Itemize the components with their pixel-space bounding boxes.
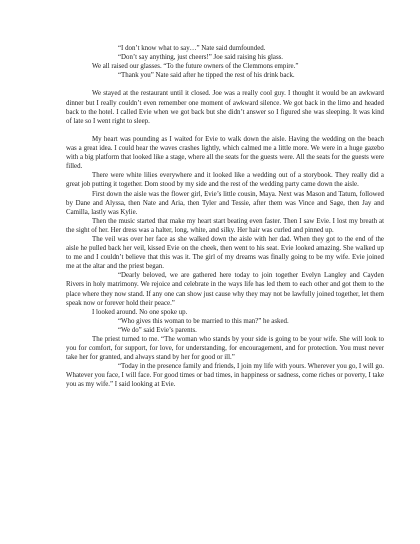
paragraph-7: There were white lilies everywhere and it looked like a wedding out of a storybook. They really did a great job putting it together. Dom stood by my side and the rest of the wedding party came down the aisle. <box>66 172 384 189</box>
paragraph-6: My heart was pounding as I waited for Evie to walk down the aisle. Having the wedding on the beach was a great idea. I could hear the waves crashes lightly, which calmed me a little more. We were in a huge gazebo with a big platform that looked like a stage, where all the seats for the guests were. All the seats for the guests were filled. <box>66 135 384 171</box>
paragraph-5: We stayed at the restaurant until it closed. Joe was a really cool guy. I thought it would be an awkward dinner but I really couldn’t even remember one moment of awkward silence. We got back in the limo and headed back to the hotel. I called Evie when we got back but she didn’t answer so I figured she was sleeping. It was kind of late so I went right to sleep. <box>66 90 384 125</box>
paragraph-3: We all raised our glasses. “To the future owners of the Clemmons empire.” <box>92 63 299 71</box>
paragraph-14: “We do” said Evie’s parents. <box>118 326 197 334</box>
paragraph-8: First down the aisle was the flower girl, Evie’s little cousin, Maya. Next was Mason and Tatum, followed by Dane and Alyssa, then Nate and Aria, then Tyler and Tessie, after them was Vince and Sage, then Jay and Camilla, lastly was Kylie. <box>66 190 384 216</box>
paragraph-12: I looked around. No one spoke up. <box>92 308 188 316</box>
paragraph-2: “Don’t say anything, just cheers!” Joe said raising his glass. <box>118 54 284 62</box>
paragraph-9: Then the music started that make my heart start beating even faster. Then I saw Evie. I lost my breath at the sight of her. Her dress was a halter, long, white, and silky. Her hair was curled and pinned up. <box>66 217 384 234</box>
paragraph-10: The veil was over her face as she walked down the aisle with her dad. When they got to the end of the aisle he pulled back her veil, kissed Evie on the cheek, then went to his seat. Evie looked amazing. She walked up to me and I couldn’t believe that this was it. The girl of my dreams was finally going to be my wife. Evie joined me at the altar and the priest began. <box>66 235 384 271</box>
paragraph-gap <box>66 80 384 89</box>
paragraph-1: “I don’t know what to say…” Nate said dumfounded. <box>118 45 266 52</box>
paragraph-gap <box>66 126 384 135</box>
paragraph-4: “Thank you” Nate said after he tipped the rest of his drink back. <box>118 72 295 80</box>
paragraph-13: “Who gives this woman to be married to this man?” he asked. <box>118 317 289 325</box>
paragraph-15: The priest turned to me. “The woman who stands by your side is going to be your wife. She will look to you for comfort, for support, for love, for understanding, for encouragement, and for protection. You must never take her for granted, and always stand by her for good or ill.” <box>66 336 384 362</box>
paragraph-16: “Today in the presence family and friends, I join my life with yours. Wherever you go, I will go. Whatever you face, I will face. For good times or bad times, in happiness or sadness, come riches or poverty, I take you as my wife.” I said looking at Evie. <box>66 363 384 389</box>
paragraph-11: “Dearly beloved, we are gathered here today to join together Evelyn Langley and Cayden Rivers in holy matrimony. We rejoice and celebrate in the ways life has led them to each other and got them to the place where they now stand. If any one can show just cause why they may not be lawfully joined together, let them speak now or forever hold their peace.” <box>66 272 384 307</box>
